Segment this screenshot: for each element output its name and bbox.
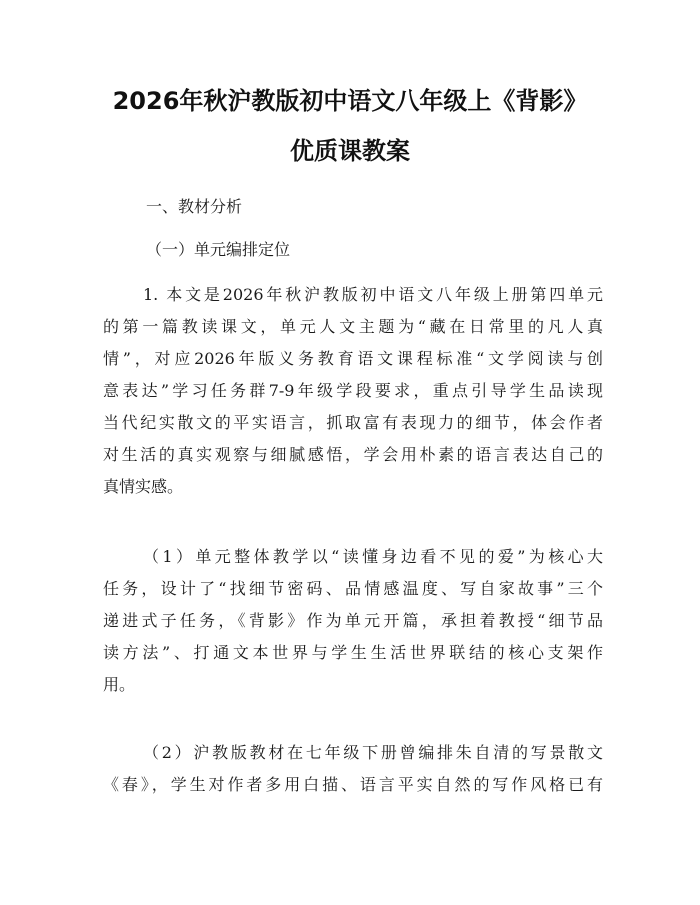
paragraph-line: 的第一篇教读课文，单元人文主题为“藏在日常里的凡人真 bbox=[103, 317, 603, 336]
paragraph-line: 读方法”、打通文本世界与学生生活世界联结的核心支架作 bbox=[103, 643, 603, 662]
paragraph-line: （1）单元整体教学以“读懂身边看不见的爱”为核心大 bbox=[143, 547, 603, 566]
paragraph-line: 任务，设计了“找细节密码、品情感温度、写自家故事”三个 bbox=[103, 579, 603, 598]
paragraph-line: 意表达”学习任务群7-9年级学段要求，重点引导学生品读现 bbox=[103, 381, 603, 400]
paragraph-line: 1. 本文是2026年秋沪教版初中语文八年级上册第四单元 bbox=[143, 285, 603, 304]
paragraph-line: 《春》，学生对作者多用白描、语言平实自然的写作风格已有 bbox=[103, 775, 603, 794]
paragraph-line: 当代纪实散文的平实语言，抓取富有表现力的细节，体会作者 bbox=[103, 413, 603, 432]
paragraph-2 bbox=[103, 541, 603, 701]
subsection-heading-unit-positioning: （一）单元编排定位 bbox=[146, 240, 291, 259]
paragraph-3 bbox=[103, 737, 603, 801]
paragraph-line: 真情实感。 bbox=[103, 477, 184, 496]
document-title-line-1: 2026年秋沪教版初中语文八年级上《背影》 bbox=[112, 87, 588, 115]
document-title-line-2: 优质课教案 bbox=[290, 137, 410, 165]
paragraph-1 bbox=[103, 279, 603, 503]
paragraph-line: 情”，对应2026年版义务教育语文课程标准“文学阅读与创 bbox=[103, 349, 603, 368]
section-heading-textbook-analysis: 一、教材分析 bbox=[146, 197, 243, 216]
paragraph-line: （2）沪教版教材在七年级下册曾编排朱自清的写景散文 bbox=[143, 743, 603, 762]
paragraph-line: 用。 bbox=[103, 675, 136, 694]
paragraph-line: 递进式子任务，《背影》作为单元开篇，承担着教授“细节品 bbox=[103, 611, 603, 630]
paragraph-line: 对生活的真实观察与细腻感悟，学会用朴素的语言表达自己的 bbox=[103, 445, 603, 464]
